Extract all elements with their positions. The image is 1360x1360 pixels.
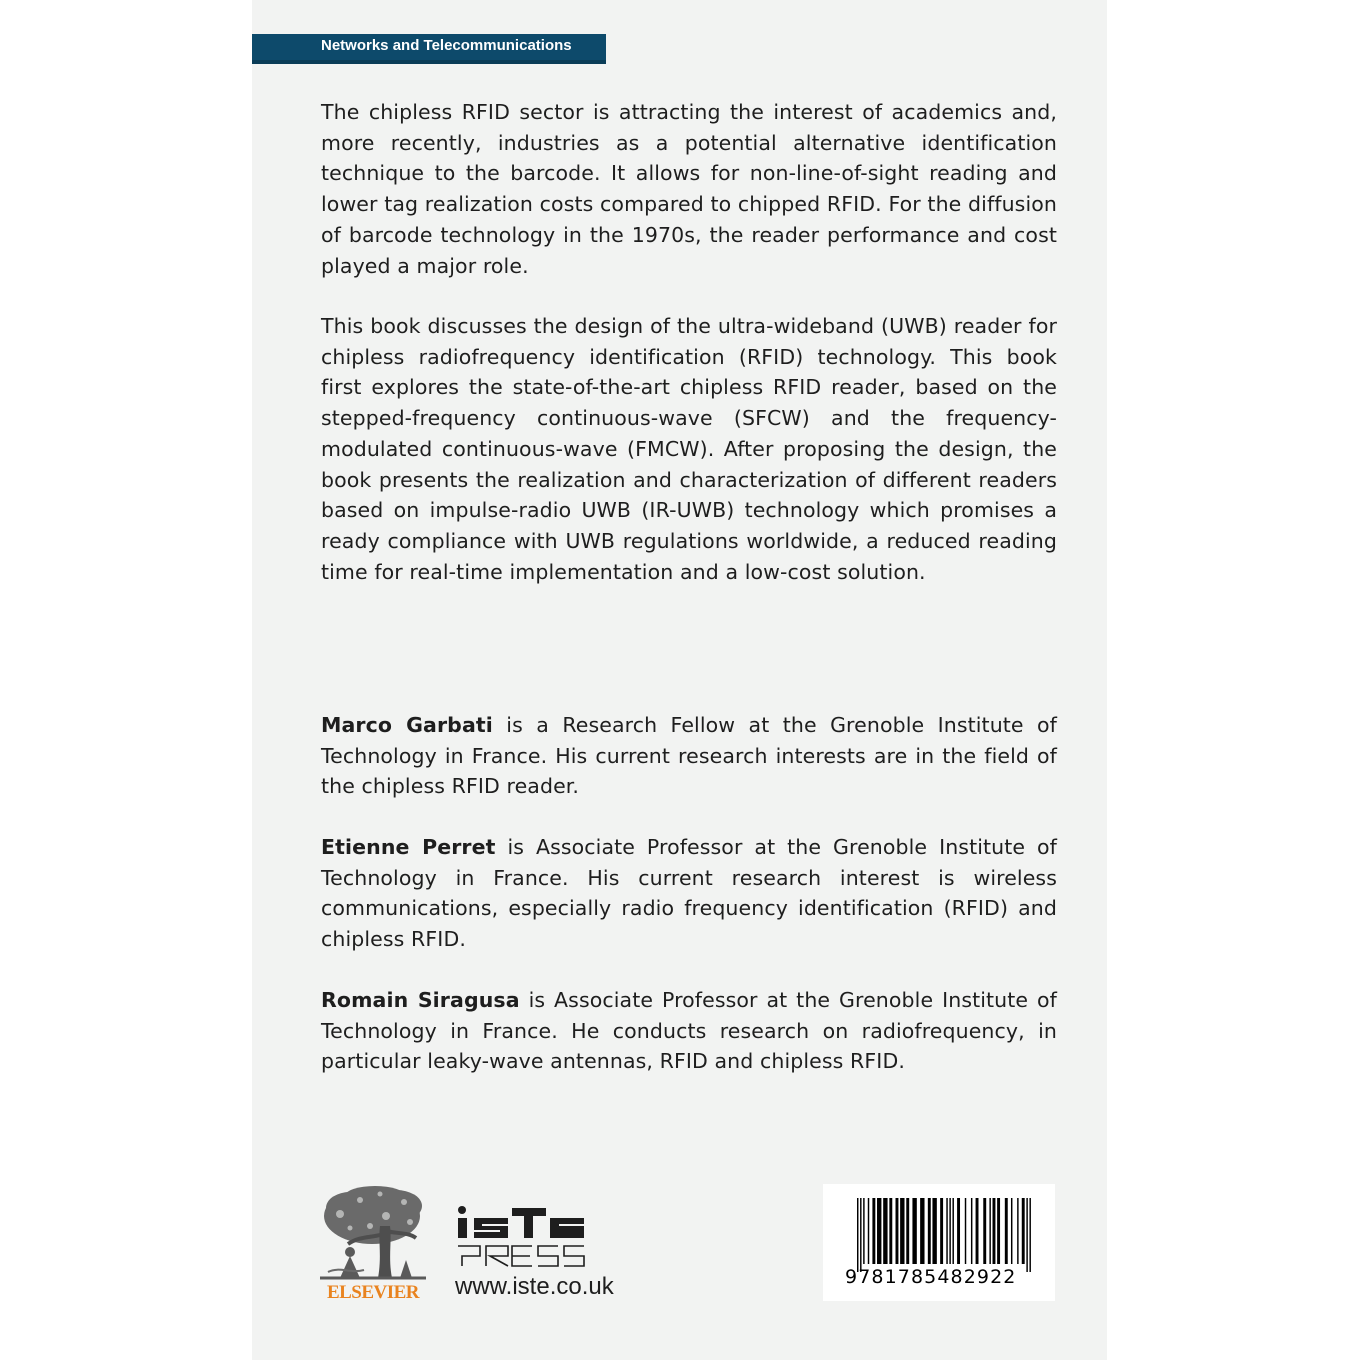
description-paragraph-2 bbox=[321, 311, 1057, 587]
iste-press-logo bbox=[456, 1204, 626, 1268]
author-bio-text: is Associate Professor at the Grenoble Institute of Technology in France. His current research interest is wireless communications, especially radio frequency identification (RFID) and chipless RFID. bbox=[321, 835, 1057, 952]
barcode-bar bbox=[1022, 1198, 1025, 1264]
barcode-bar bbox=[940, 1198, 943, 1264]
barcode-bar bbox=[868, 1198, 869, 1264]
barcode-bars bbox=[857, 1198, 1031, 1272]
author-bio-text: is a Research Fellow at the Grenoble Institute of Technology in France. His current research interests are in the field of the chipless RFID reader. bbox=[321, 713, 1057, 799]
barcode-bar bbox=[1026, 1198, 1027, 1272]
barcode-bar bbox=[872, 1198, 875, 1264]
barcode-bar bbox=[989, 1198, 990, 1264]
barcode-bar bbox=[1029, 1198, 1030, 1272]
barcode-bar bbox=[932, 1198, 936, 1264]
author-name: Marco Garbati bbox=[321, 713, 493, 737]
author-name: Romain Siragusa bbox=[321, 988, 520, 1012]
barcode-bar bbox=[906, 1198, 909, 1264]
author-bio-3 bbox=[321, 985, 1057, 1077]
barcode-bar bbox=[857, 1198, 858, 1272]
barcode-bar bbox=[976, 1198, 979, 1264]
barcode-bar bbox=[889, 1198, 892, 1264]
barcode-bar bbox=[971, 1198, 972, 1264]
barcode-bar bbox=[900, 1198, 904, 1264]
barcode-bar bbox=[997, 1198, 1000, 1264]
author-bio-text: is Associate Professor at the Grenoble Institute of Technology in France. He conducts research on radiofrequency, in particular leaky-wave antennas, RFID and chipless RFID. bbox=[321, 988, 1057, 1074]
barcode-box bbox=[823, 1184, 1055, 1301]
barcode-bar bbox=[946, 1198, 947, 1264]
elsevier-wordmark: ELSEVIER bbox=[326, 1282, 420, 1303]
description-text-1: The chipless RFID sector is attracting the interest of academics and, more recently, industries as a potential alternative identification technique to the barcode. It allows for non-line-of-sight reading and lower tag realization costs compared to chipped RFID. For the diffusion of barcode technology in the 1970s, the reader performance and cost played a major role. bbox=[321, 100, 1057, 278]
barcode-bar bbox=[993, 1198, 996, 1264]
barcode-number: 9781785482922 bbox=[845, 1266, 1017, 1288]
barcode-bar bbox=[965, 1198, 966, 1264]
description-text-2: This book discusses the design of the ultra-wideband (UWB) reader for chipless radiofrequency identification (RFID) technology. This book first explores the state-of-the-art chipless RFID reader, based on the stepped-frequency continuous-wave (SFCW) and the frequency-modulated continuous-wave (FMCW). After proposing the design, the book presents the realization and characterization of different readers based on impulse-radio UWB (IR-UWB) technology which promises a ready compliance with UWB regulations worldwide, a reduced reading time for real-time implementation and a low-cost solution. bbox=[321, 314, 1057, 584]
author-bio-2 bbox=[321, 832, 1057, 955]
barcode-bar bbox=[883, 1198, 887, 1264]
barcode-bar bbox=[1017, 1198, 1018, 1264]
barcode-bar bbox=[957, 1198, 960, 1264]
barcode-bar bbox=[952, 1198, 953, 1264]
barcode-bar bbox=[912, 1198, 916, 1264]
author-name: Etienne Perret bbox=[321, 835, 496, 859]
barcode-bar bbox=[863, 1198, 864, 1264]
barcode-bar bbox=[949, 1198, 950, 1264]
barcode-bar bbox=[1011, 1198, 1012, 1264]
barcode-bar bbox=[896, 1198, 899, 1264]
barcode-bar bbox=[877, 1198, 881, 1264]
author-bio-1 bbox=[321, 710, 1057, 802]
description-paragraph-1 bbox=[321, 97, 1057, 281]
barcode-bar bbox=[1005, 1198, 1008, 1264]
series-band: Networks and Telecommunications bbox=[252, 34, 606, 64]
iste-website: www.iste.co.uk bbox=[455, 1273, 614, 1300]
barcode-bar bbox=[928, 1198, 931, 1264]
barcode-bar bbox=[860, 1198, 861, 1272]
barcode-bar bbox=[983, 1198, 986, 1264]
barcode-bar bbox=[920, 1198, 924, 1264]
